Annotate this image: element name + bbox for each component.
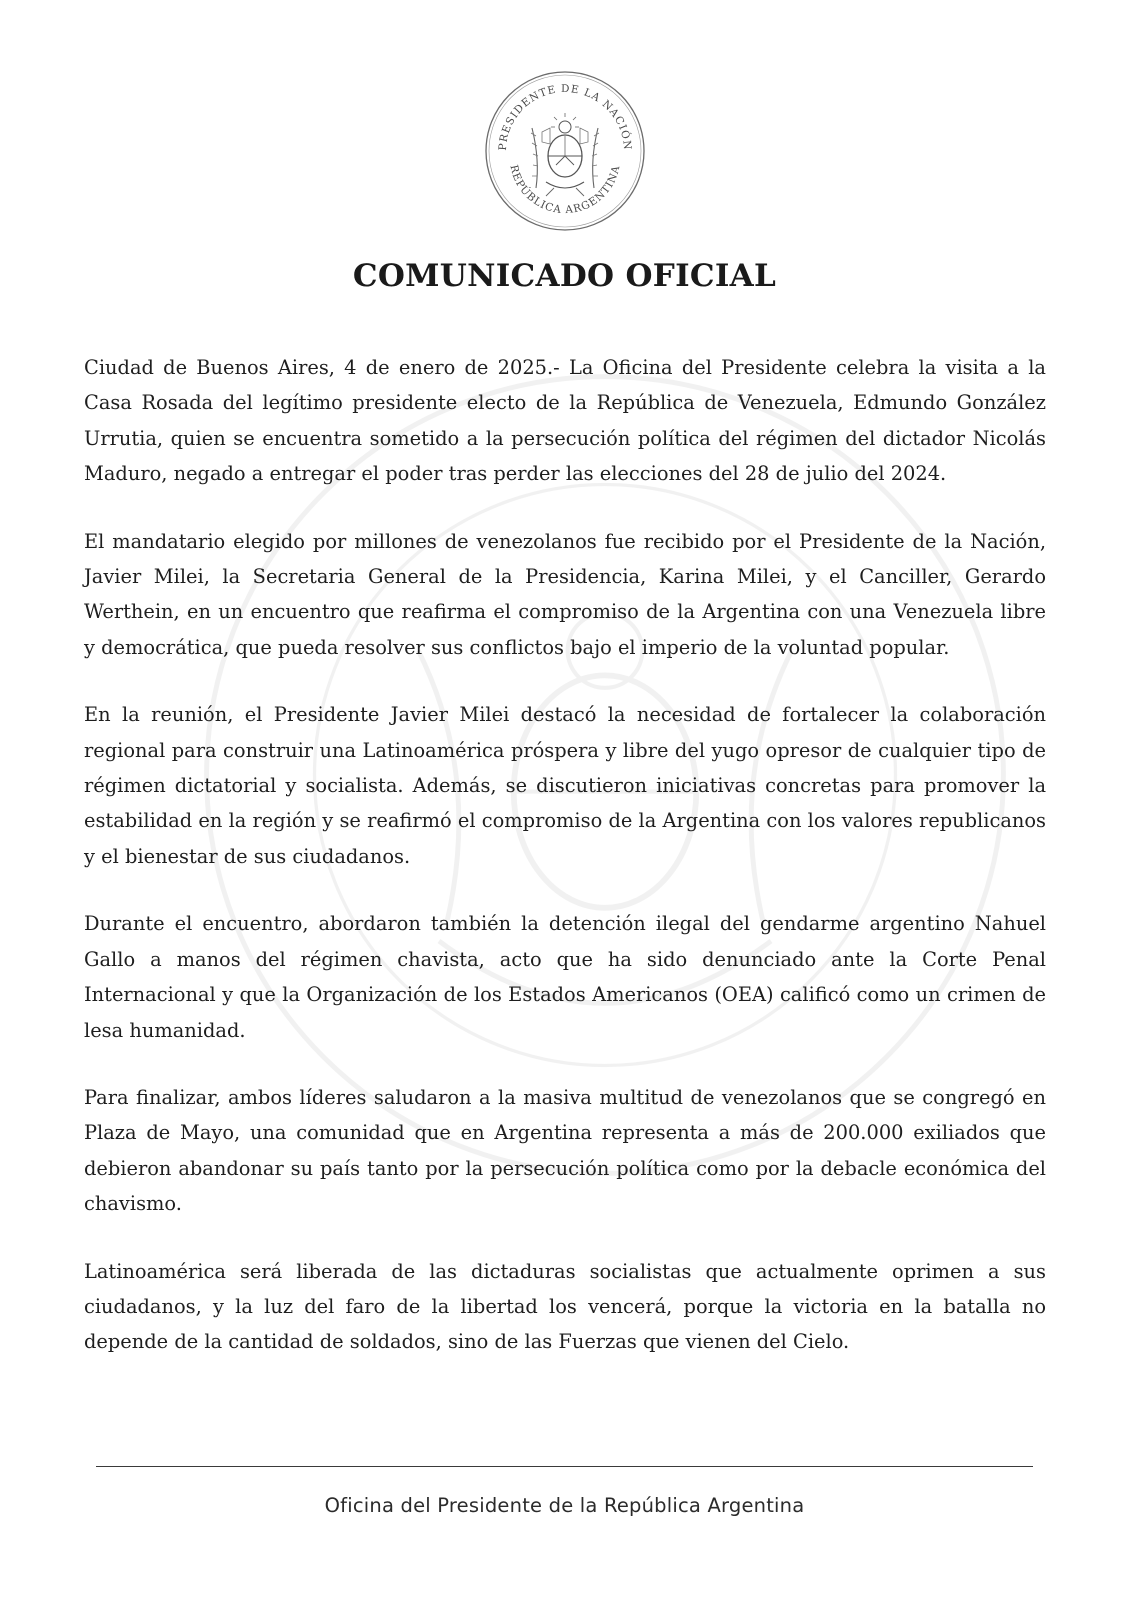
paragraph-2: El mandatario elegido por millones de venezolanos fue recibido por el Presidente de la Nación, Javier Milei, la Secretaria General de la Presidencia, Karina Milei, y el Canciller, Gerardo Werthein, en un encuentro que reafirma el compromiso de la Argentina con una Venezuela libre y democrática, que pueda resolver sus conflictos bajo el imperio de la voluntad popular. (84, 529, 1046, 659)
paragraph-1: Ciudad de Buenos Aires, 4 de enero de 2025.- La Oficina del Presidente celebra la visita a la Casa Rosada del legítimo presidente electo de la República de Venezuela, Edmundo González Urrutia, quien se encuentra sometido a la persecución política del régimen del dictador Nicolás Maduro, negado a entregar el poder tras perder las elecciones del 28 de julio del 2024. (84, 356, 1046, 486)
footer-office-name: Oficina del Presidente de la República Argentina (324, 1494, 805, 1517)
paragraph-5: Para finalizar, ambos líderes saludaron a la masiva multitud de venezolanos que se congregó en Plaza de Mayo, una comunidad que en Argentina representa a más de 200.000 exiliados que debieron abandonar su país tanto por la persecución política como por la debacle económica del chavismo. (84, 1085, 1046, 1216)
footer-divider (96, 1466, 1033, 1467)
svg-text:REPÚBLICA ARGENTINA: REPÚBLICA ARGENTINA (507, 163, 623, 217)
presidential-seal-icon (484, 70, 646, 232)
paragraph-6: Latinoamérica será liberada de las dictaduras socialistas que actualmente oprimen a sus ciudadanos, y la luz del faro de la libertad los vencerá, porque la victoria en la batalla no depende de la cantidad de soldados, sino de las Fuerzas que vienen del Cielo. (84, 1259, 1046, 1354)
document-title: COMUNICADO OFICIAL (352, 258, 777, 294)
paragraph-4: Durante el encuentro, abordaron también la detención ilegal del gendarme argentino Nahuel Gallo a manos del régimen chavista, acto que ha sido denunciado ante la Corte Penal Internacional y que la Organización de los Estados Americanos (OEA) calificó como un crimen de lesa humanidad. (84, 912, 1046, 1042)
svg-text:PRESIDENTE DE LA NACIÓN: PRESIDENTE DE LA NACIÓN (496, 82, 634, 152)
document-body (84, 350, 1046, 1392)
paragraph-3: En la reunión, el Presidente Javier Milei destacó la necesidad de fortalecer la colaboración regional para construir una Latinoamérica próspera y libre del yugo opresor de cualquier tipo de régimen dictatorial y socialista. Además, se discutieron iniciativas concretas para promover la estabilidad en la región y se reafirmó el compromiso de la Argentina con los valores republicanos y el bienestar de sus ciudadanos. (84, 703, 1046, 868)
